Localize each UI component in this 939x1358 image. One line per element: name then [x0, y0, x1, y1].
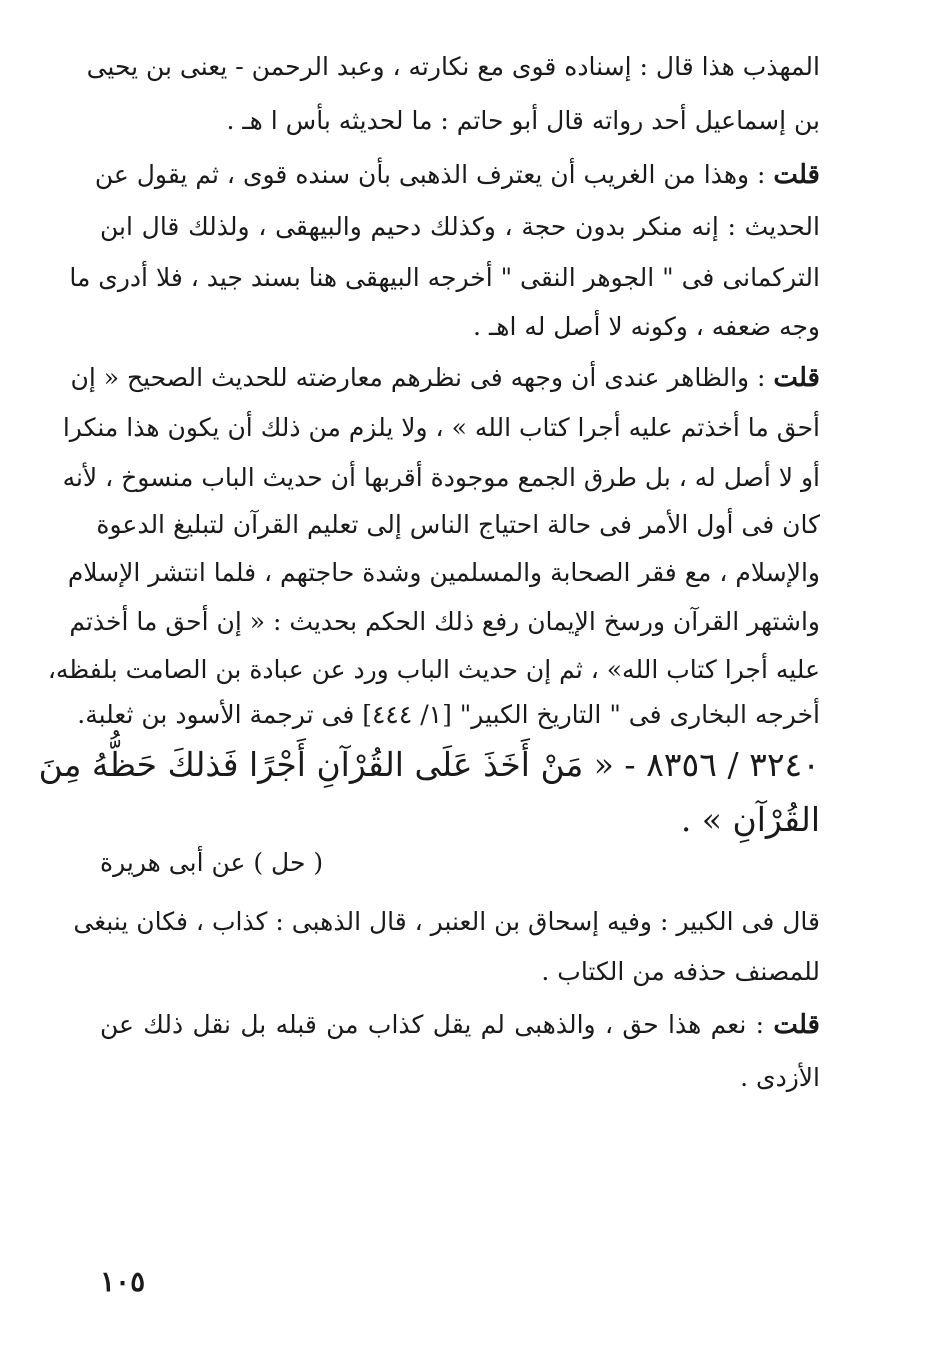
page-number: ١٠٥ [100, 1265, 146, 1298]
text-line: عليه أجرا كتاب الله» ، ثم إن حديث الباب ورد عن عبادة بن الصامت بلفظه، [47, 655, 820, 684]
keyword-qult: قلت [773, 1010, 820, 1040]
hadith-text: ٣٢٤٠ / ٨٣٥٦ - « مَنْ أَخَذَ عَلَى القُرْآنِ أَجْرًا فَذلكَ حَظُّهُ مِنَ [38, 745, 820, 784]
text-line: أو لا أصل له ، بل طرق الجمع موجودة أقربها أن حديث الباب منسوخ ، لأنه [62, 463, 820, 492]
text-line: قال فى الكبير : وفيه إسحاق بن العنبر ، قال الذهبى : كذاب ، فكان ينبغى [73, 907, 820, 936]
text-span: : وهذا من الغريب أن يعترف الذهبى بأن سنده قوى ، ثم يقول عن [94, 160, 774, 189]
text-line: كان فى أول الأمر فى حالة احتياج الناس إلى تعليم القرآن لتبليغ الدعوة [96, 510, 820, 539]
text-line: أحق ما أخذتم عليه أجرا كتاب الله » ، ولا يلزم من ذلك أن يكون هذا منكرا [62, 413, 820, 442]
text-line: واشتهر القرآن ورسخ الإيمان رفع ذلك الحكم بحديث : « إن أحق ما أخذتم [69, 607, 820, 636]
text-line: والإسلام ، مع فقر الصحابة والمسلمين وشدة حاجتهم ، فلما انتشر الإسلام [67, 558, 820, 587]
text-line [94, 160, 820, 190]
text-line: وجه ضعفه ، وكونه لا أصل له اهـ . [473, 312, 820, 341]
text-line: بن إسماعيل أحد رواته قال أبو حاتم : ما لحديثه بأس ا هـ . [226, 106, 820, 135]
hadith-text: القُرْآنِ » . [680, 800, 820, 839]
text-line [100, 1010, 820, 1040]
keyword-qult: قلت [773, 363, 820, 393]
text-line [70, 363, 820, 393]
text-line: الأزدى . [740, 1063, 820, 1092]
text-line: المهذب هذا قال : إسناده قوى مع نكارته ، وعبد الرحمن - يعنى بن يحيى [86, 52, 820, 81]
text-line: للمصنف حذفه من الكتاب . [541, 957, 820, 986]
text-span: : والظاهر عندى أن وجهه فى نظرهم معارضته للحديث الصحيح « إن [70, 363, 774, 392]
text-span: : نعم هذا حق ، والذهبى لم يقل كذاب من قبله بل نقل ذلك عن [100, 1010, 774, 1039]
keyword-qult: قلت [773, 160, 820, 190]
text-line: الحديث : إنه منكر بدون حجة ، وكذلك دحيم والبيهقى ، ولذلك قال ابن [100, 212, 820, 241]
text-line: التركمانى فى " الجوهر النقى " أخرجه البيهقى هنا بسند جيد ، فلا أدرى ما [69, 263, 820, 292]
text-line: أخرجه البخارى فى " التاريخ الكبير" [١/ ٤٤٤] فى ترجمة الأسود بن ثعلبة. [77, 700, 820, 729]
hadith-source: ( حل ) عن أبى هريرة [100, 848, 324, 877]
